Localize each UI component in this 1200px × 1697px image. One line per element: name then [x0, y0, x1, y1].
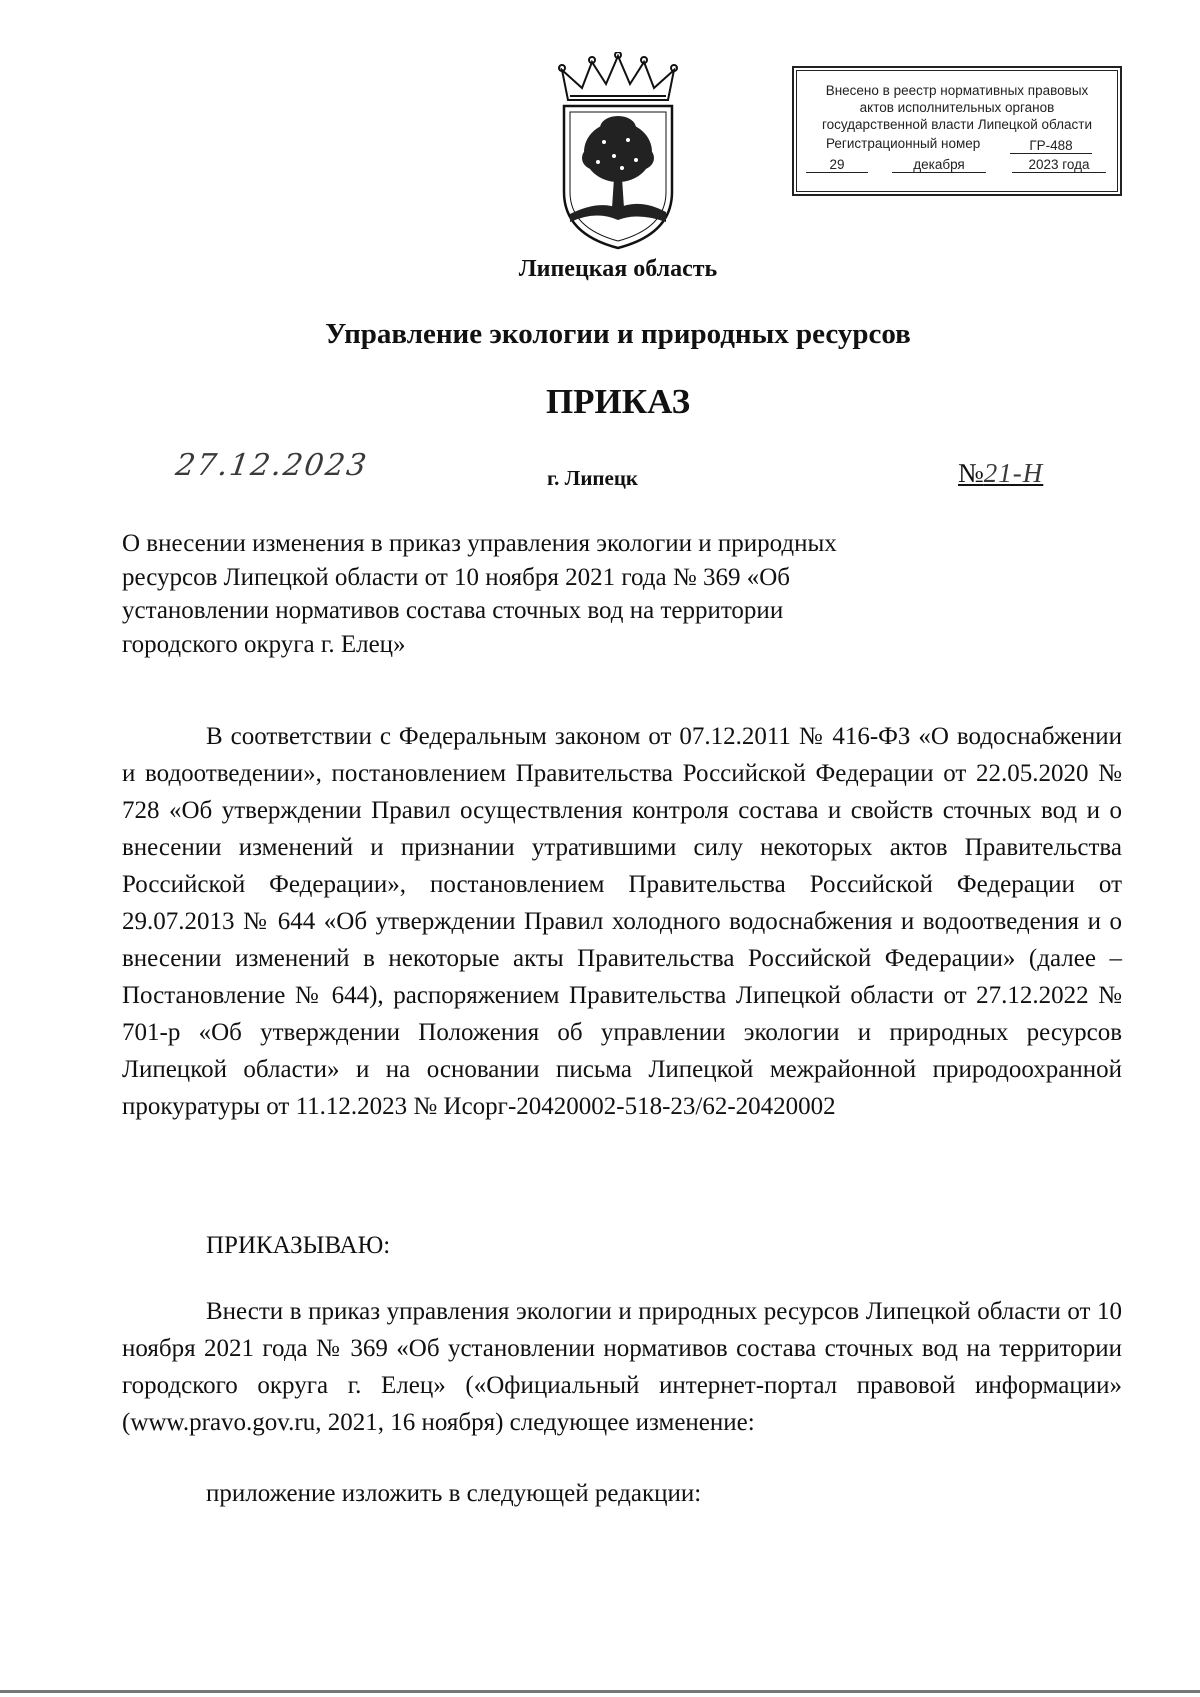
stamp-line-2: актов исполнительных органов: [859, 100, 1055, 115]
order-word: ПРИКАЗЫВАЮ:: [206, 1232, 391, 1259]
order-number: [958, 458, 1043, 489]
stamp-line-3: государственной власти Липецкой области: [821, 117, 1093, 132]
region-title: Липецкая область: [518, 256, 718, 282]
stamp-year: 2023 года: [1012, 157, 1106, 173]
order-paragraph: Внести в приказ управления экологии и природных ресурсов Липецкой области от 10 ноября 2021 года № 369 «Об установлении нормативов состава сточных вод на территории городского округа г. Елец» («Официальный интернет-портал правовой информации» (www.pravo.gov.ru, 2021, 16 ноября) следующее изменение:: [122, 1298, 1122, 1436]
preamble-paragraph: В соответствии с Федеральным законом от 07.12.2011 № 416-ФЗ «О водоснабжении и водоотведении», постановлением Правительства Российской Федерации от 22.05.2020 № 728 «Об утверждении Правил осуществления контроля состава и свойств сточных вод и о внесении изменений и признании утратившими силу некоторых актов Правительства Российской Федерации», постановлением Правительства Российской Федерации от 29.07.2013 № 644 «Об утверждении Правил холодного водоснабжения и водоотведения и о внесении изменений в некоторые акты Правительства Российской Федерации» (далее – Постановление № 644), распоряжением Правительства Липецкой области от 27.12.2022 № 701-р «Об утверждении Положения об управлении экологии и природных ресурсов Липецкой области» и на основании письма Липецкой межрайонной природоохранной прокуратуры от 11.12.2023 № Исорг-20420002-518-23/62-20420002: [122, 723, 1122, 1120]
stamp-reg-label: Регистрационный номер: [826, 136, 981, 151]
stamp-day: 29: [806, 157, 868, 173]
stamp-line-1: Внесено в реестр нормативных правовых: [825, 83, 1089, 98]
number-sign: №: [958, 458, 984, 488]
coat-of-arms-icon: [548, 52, 688, 252]
amendment-paragraph: приложение изложить в следующей редакции:: [206, 1480, 702, 1507]
handwritten-number: 21-Н: [983, 458, 1044, 488]
handwritten-date: 27.12.2023: [173, 448, 371, 483]
document-type: ПРИКАЗ: [545, 382, 691, 421]
city-label: г. Липецк: [547, 466, 639, 490]
stamp-reg-number: ГР-488: [1010, 138, 1092, 154]
stamp-month: декабря: [892, 157, 986, 173]
department-title: Управление экологии и природных ресурсов: [325, 318, 911, 350]
document-subject: О внесении изменения в приказ управления экологии и природных ресурсов Липецкой области от 10 ноября 2021 года № 369 «Об установлении нормативов состава сточных вод на территории городского округа г. Елец»: [122, 530, 837, 658]
page-bottom-edge: [0, 1690, 1200, 1693]
registration-stamp: [792, 66, 1122, 196]
